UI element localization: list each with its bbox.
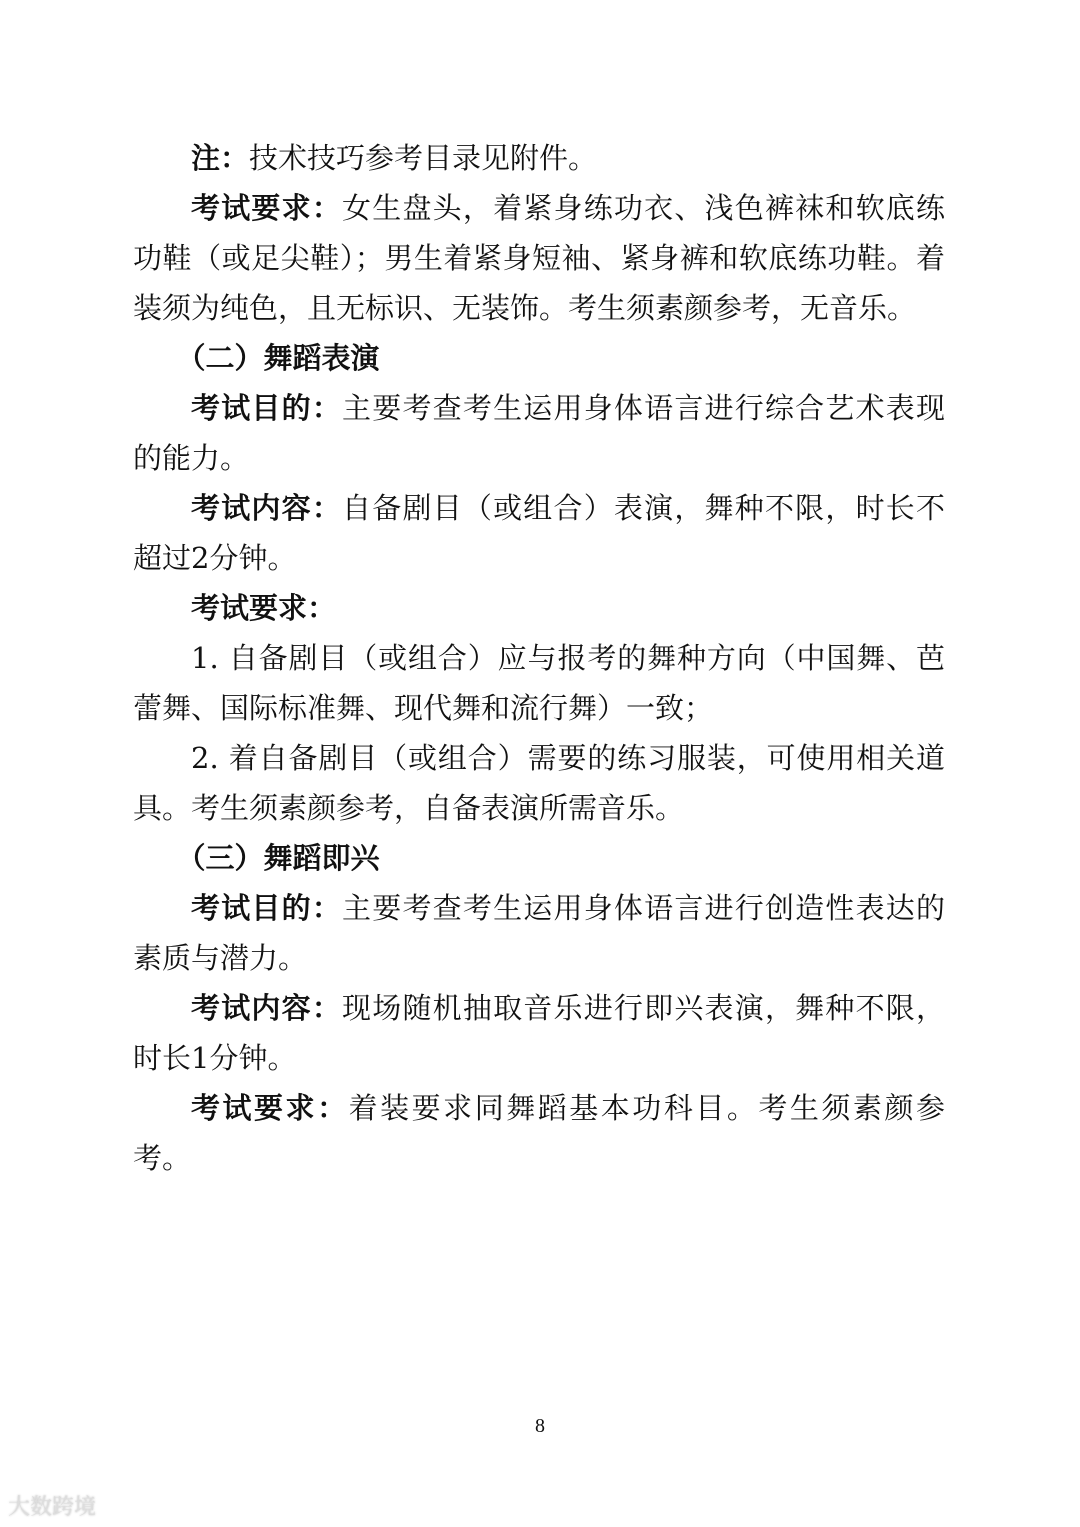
paragraph	[133, 733, 945, 833]
paragraph-label: 考试目的：	[191, 891, 343, 925]
paragraph-text: 现场随机抽取音乐进行即兴表演，舞种不限，时长1分钟。	[133, 991, 945, 1075]
paragraph-text: 技术技巧参考目录见附件。	[249, 141, 598, 175]
document-body	[133, 133, 945, 1183]
paragraph	[133, 633, 945, 733]
section-heading	[133, 833, 945, 883]
paragraph-label: 考试要求：	[191, 191, 343, 225]
paragraph-text: 女生盘头，着紧身练功衣、浅色裤袜和软底练功鞋（或足尖鞋）；男生着紧身短袖、紧身裤和软底练功鞋。着装须为纯色，且无标识、无装饰。考生须素颜参考，无音乐。	[133, 191, 945, 325]
section-heading	[133, 583, 945, 633]
paragraph-text: 2. 着自备剧目（或组合）需要的练习服装，可使用相关道具。考生须素颜参考，自备表演所需音乐。	[133, 741, 945, 825]
paragraph-label: （二）舞蹈表演	[176, 341, 380, 375]
paragraph-label: 考试目的：	[191, 391, 343, 425]
paragraph-label: 考试内容：	[191, 991, 343, 1025]
paragraph	[133, 383, 945, 483]
paragraph-text: 着装要求同舞蹈基本功科目。考生须素颜参考。	[133, 1091, 945, 1175]
paragraph-label: （三）舞蹈即兴	[176, 841, 380, 875]
paragraph	[133, 183, 945, 333]
page-number: 8	[535, 1415, 545, 1437]
paragraph-label: 考试要求：	[191, 591, 337, 625]
paragraph	[133, 1083, 945, 1183]
paragraph	[133, 983, 945, 1083]
paragraph-label: 考试内容：	[191, 491, 343, 525]
paragraph-text: 主要考查考生运用身体语言进行综合艺术表现的能力。	[133, 391, 945, 475]
paragraph-text: 主要考查考生运用身体语言进行创造性表达的素质与潜力。	[133, 891, 945, 975]
watermark-logo: 大数跨境	[8, 1495, 97, 1520]
paragraph-text: 自备剧目（或组合）表演，舞种不限，时长不超过2分钟。	[133, 491, 945, 575]
paragraph-text: 1. 自备剧目（或组合）应与报考的舞种方向（中国舞、芭蕾舞、国际标准舞、现代舞和流行舞）一致；	[133, 641, 945, 725]
section-heading	[133, 333, 945, 383]
paragraph-label: 注：	[191, 141, 250, 175]
paragraph	[133, 133, 945, 183]
paragraph	[133, 483, 945, 583]
paragraph	[133, 883, 945, 983]
paragraph-label: 考试要求：	[191, 1091, 349, 1125]
